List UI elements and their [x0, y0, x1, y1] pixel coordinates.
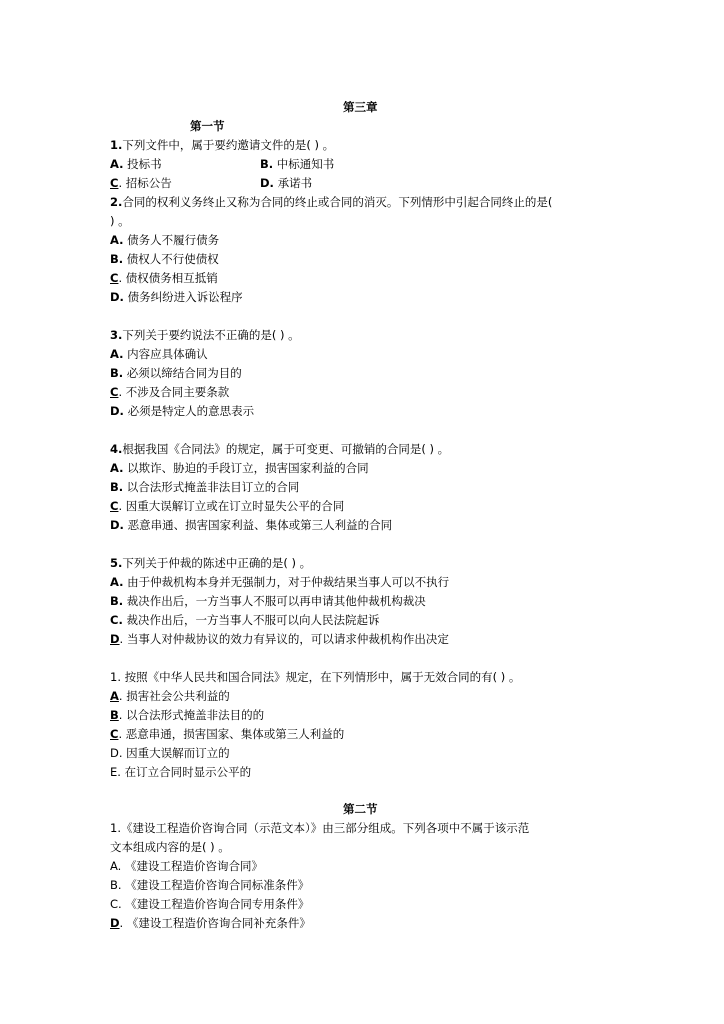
section-2-question-1-option-a: A. 《建设工程造价咨询合同》: [110, 859, 263, 873]
section-2-question-1-stem: 1.《建设工程造价咨询合同（示范文本）》由三部分组成。下列各项中不属于该示范: [110, 821, 530, 835]
question-2-stem-cont: ) 。: [110, 214, 130, 228]
question-2-option-c: [110, 271, 218, 285]
option-letter: D.: [110, 290, 124, 304]
option-letter: D: [110, 632, 120, 646]
option-text: 恶意串通、损害国家利益、集体或第三人利益的合同: [123, 518, 393, 532]
question-3-option-d: [110, 404, 254, 418]
option-text: 裁决作出后，一方当事人不服可以向人民法院起诉: [122, 613, 380, 627]
option-text: 中标通知书: [273, 157, 335, 171]
question-6-option-b: [110, 708, 264, 722]
question-4-option-d: [110, 518, 392, 532]
option-letter: B.: [110, 594, 124, 608]
question-2-option-d: [110, 290, 243, 304]
question-1-option-b: [260, 157, 334, 171]
option-letter: A.: [110, 347, 124, 361]
question-5-option-c: [110, 613, 379, 627]
option-text: . 债权债务相互抵销: [118, 271, 218, 285]
section-1-title: 第一节: [190, 119, 225, 133]
option-text: . 恶意串通，损害国家、集体或第三人利益的: [118, 727, 345, 741]
chapter-title: 第三章: [343, 100, 378, 114]
option-letter: C: [110, 499, 119, 513]
option-text: . 不涉及合同主要条款: [118, 385, 230, 399]
option-text: 债务纠纷进入诉讼程序: [123, 290, 243, 304]
question-number: 2.: [110, 195, 123, 209]
option-letter: D.: [110, 518, 124, 532]
option-text: 裁决作出后，一方当事人不服可以再申请其他仲裁机构裁决: [123, 594, 426, 608]
option-letter: C: [110, 727, 119, 741]
question-2-option-b: [110, 252, 219, 266]
question-2-stem: [110, 195, 552, 209]
option-text: 债务人不履行债务: [123, 233, 220, 247]
option-letter: A.: [110, 233, 124, 247]
section-2-question-1-option-b: B. 《建设工程造价咨询合同标准条件》: [110, 878, 310, 892]
question-4-stem: [110, 442, 449, 456]
question-text: 根据我国《合同法》的规定，属于可变更、可撤销的合同是( ) 。: [122, 442, 450, 456]
question-1-option-a: [110, 157, 162, 171]
question-5-option-b: [110, 594, 426, 608]
option-letter: B: [110, 708, 119, 722]
option-letter: A: [110, 689, 119, 703]
question-3-option-b: [110, 366, 242, 380]
option-letter: D.: [110, 404, 124, 418]
option-text: . 招标公告: [118, 176, 172, 190]
option-text: . 损害社会公共利益的: [118, 689, 230, 703]
question-6-stem: 1. 按照《中华人民共和国合同法》规定，在下列情形中，属于无效合同的有( ) 。: [110, 670, 521, 684]
option-letter: A.: [110, 461, 124, 475]
question-5-option-a: [110, 575, 449, 589]
question-4-option-c: [110, 499, 344, 513]
option-letter: B.: [110, 366, 124, 380]
question-2-option-a: [110, 233, 219, 247]
option-letter: D: [110, 916, 120, 930]
option-text: 承诺书: [273, 176, 313, 190]
question-text: 合同的权利义务终止又称为合同的终止或合同的消灭。下列情形中引起合同终止的是(: [122, 195, 553, 209]
option-letter: A.: [110, 575, 124, 589]
question-1-option-c: [110, 176, 172, 190]
question-6-option-d: D. 因重大误解而订立的: [110, 746, 230, 760]
option-text: 内容应具体确认: [123, 347, 208, 361]
option-letter: A.: [110, 157, 124, 171]
question-number: 4.: [110, 442, 123, 456]
question-1-stem: [110, 138, 334, 152]
question-6-option-e: E. 在订立合同时显示公平的: [110, 765, 252, 779]
option-letter: C: [110, 271, 119, 285]
question-4-option-a: [110, 461, 369, 475]
question-text: 下列关于仲裁的陈述中正确的是( ) 。: [122, 556, 312, 570]
option-letter: B.: [260, 157, 274, 171]
section-2-question-1-stem-cont: 文本组成内容的是( ) 。: [110, 840, 230, 854]
option-text: . 以合法形式掩盖非法目的的: [118, 708, 265, 722]
section-2-question-1-option-c: C. 《建设工程造价咨询合同专用条件》: [110, 897, 310, 911]
option-text: 由于仲裁机构本身并无强制力，对于仲裁结果当事人可以不执行: [123, 575, 450, 589]
option-text: 债权人不行使债权: [123, 252, 219, 266]
question-1-option-d: [260, 176, 312, 190]
option-text: 必须是特定人的意思表示: [123, 404, 255, 418]
question-text: 下列文件中，属于要约邀请文件的是( ) 。: [122, 138, 335, 152]
option-text: . 因重大误解订立或在订立时显失公平的合同: [118, 499, 345, 513]
option-letter: C: [110, 385, 119, 399]
question-text: 下列关于要约说法不正确的是( ) 。: [122, 328, 300, 342]
section-2-title: 第二节: [343, 802, 378, 816]
option-letter: B.: [110, 252, 124, 266]
question-3-option-c: [110, 385, 229, 399]
option-letter: D.: [260, 176, 274, 190]
option-letter: C.: [110, 613, 123, 627]
option-text: 以欺诈、胁迫的手段订立，损害国家利益的合同: [123, 461, 369, 475]
question-number: 1.: [110, 138, 123, 152]
question-6-option-c: [110, 727, 344, 741]
option-text: 必须以缔结合同为目的: [123, 366, 242, 380]
option-text: 投标书: [123, 157, 162, 171]
question-4-option-b: [110, 480, 299, 494]
section-2-question-1-option-d: [110, 916, 311, 930]
question-number: 3.: [110, 328, 123, 342]
question-5-stem: [110, 556, 311, 570]
question-5-option-d: [110, 632, 449, 646]
question-3-option-a: [110, 347, 208, 361]
question-6-option-a: [110, 689, 230, 703]
option-text: . 当事人对仲裁协议的效力有异议的，可以请求仲裁机构作出决定: [119, 632, 449, 646]
option-letter: C: [110, 176, 119, 190]
option-text: . 《建设工程造价咨询合同补充条件》: [119, 916, 311, 930]
option-text: 以合法形式掩盖非法目订立的合同: [123, 480, 300, 494]
option-letter: B.: [110, 480, 124, 494]
question-number: 5.: [110, 556, 123, 570]
question-3-stem: [110, 328, 300, 342]
